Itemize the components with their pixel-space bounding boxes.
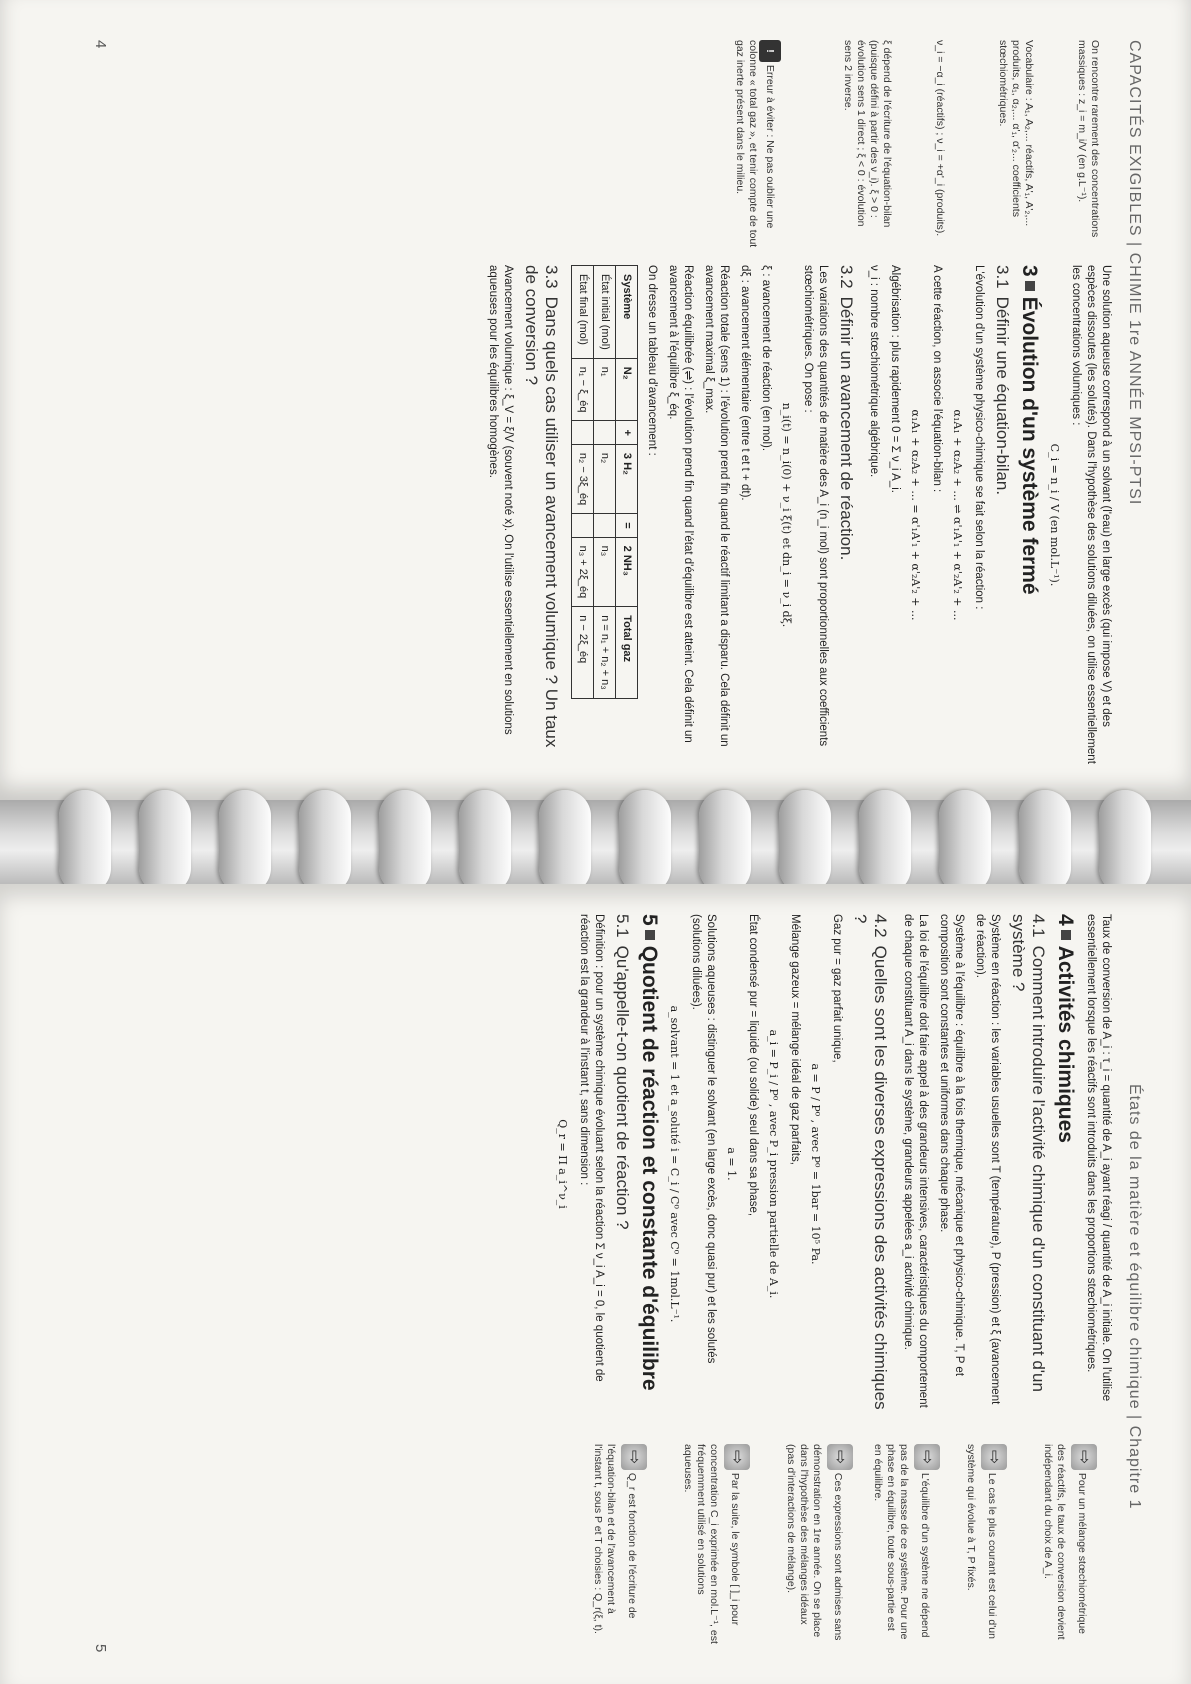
binding-coil xyxy=(219,790,271,894)
binding-coil xyxy=(459,790,511,894)
arrow-right-icon: ⇨ xyxy=(981,1444,1007,1470)
paragraph: Algébrisation : plus rapidement 0 = Σ ν_i A_i. xyxy=(889,265,901,493)
margin-note xyxy=(1041,1444,1101,1644)
subsection-4-2-heading xyxy=(850,914,890,1414)
arrow-right-icon: ⇨ xyxy=(914,1444,940,1470)
subsection-title: Définir une équation-bilan. xyxy=(993,296,1012,496)
binding-coil xyxy=(1019,790,1071,894)
table-cell: + xyxy=(616,421,638,444)
paragraph: Réaction équilibrée (⇌) : l'évolution prend fin quand l'état d'équilibre est atteint. Cela définit un avancement à l'équilibre ξ_éq. xyxy=(667,265,694,743)
left-page-header: CAPACITÉS EXIGIBLES | CHIMIE 1re ANNÉE MPSI-PTSI xyxy=(1126,40,1143,506)
margin-note-text: Q_r est fonction de l'écriture de l'équation-bilan et de l'avancement à l'instant t, sous P et T choisies : Q_r(ξ, t). xyxy=(592,1444,638,1634)
table-cell xyxy=(594,421,616,444)
spiral-binding xyxy=(0,800,1191,884)
margin-note xyxy=(681,1444,754,1644)
margin-note xyxy=(964,1444,1011,1644)
paragraph: A cette réaction, on associe l'équation-bilan : xyxy=(931,265,943,493)
table-cell: = xyxy=(616,514,638,537)
binding-coil xyxy=(859,790,911,894)
table-cell: n₂ − 3ξ_éq xyxy=(572,444,594,513)
table-cell xyxy=(572,421,594,444)
subsection-5-1-heading xyxy=(612,914,632,1414)
margin-note-text: Erreur à éviter : Ne pas oublier une colonne « total gaz », et tenir compte de tout gaz inerte présent dans le milieu. xyxy=(734,40,776,248)
square-bullet-icon xyxy=(645,930,655,940)
subsection-3-1-heading xyxy=(992,265,1012,765)
paragraph: dξ : avancement élémentaire (entre t et t + dt). xyxy=(739,265,751,501)
table-cell: n = n₁ + n₂ + n₃ xyxy=(594,607,616,699)
equation: a_solvant = 1 et a_soluté i = C_i / C⁰ avec C⁰ = 1mol.L⁻¹. xyxy=(668,1005,681,1323)
binding-coil xyxy=(939,790,991,894)
subsection-number: 4.2 xyxy=(871,914,890,938)
margin-note-text: Pour un mélange stœchiométrique des réactifs, le taux de conversion devient indépendant du choix de A_i. xyxy=(1042,1444,1088,1640)
arrow-right-icon: ⇨ xyxy=(621,1444,647,1470)
margin-note-text: Le cas le plus courant est celui d'un système qui évolue à T, P fixés. xyxy=(965,1444,998,1639)
margin-note-text: Ces expressions sont admises sans démonstration en 1re année. On se place dans l'hypothèse des mélanges idéaux (pas d'interactions de mélange). xyxy=(785,1444,844,1641)
margin-note xyxy=(933,40,946,250)
subsection-title: Quelles sont les diverses expressions des activités chimiques ? xyxy=(851,914,890,1410)
margin-note xyxy=(591,1444,651,1644)
section-title: Activités chimiques xyxy=(1054,945,1077,1143)
binding-coil xyxy=(299,790,351,894)
table-cell: N₂ xyxy=(616,358,638,421)
margin-note-text: ν_i = −α_i (réactifs) ; ν_i = +α'_i (produits). xyxy=(934,40,946,237)
right-page-number: 5 xyxy=(92,1644,109,1653)
section-number: 5 xyxy=(638,914,661,926)
margin-note xyxy=(1075,40,1101,250)
table-cell: n − 2ξ_éq xyxy=(572,607,594,699)
equation: α₁A₁ + α₂A₂ + ... = α'₁A'₁ + α'₂A'₂ + ... xyxy=(909,409,922,621)
intro-equation: C_i = n_i / V (en mol.L⁻¹). xyxy=(1048,443,1061,587)
table-cell: 3 H₂ xyxy=(616,444,638,513)
margin-note-text: On rencontre rarement des concentrations massiques : z_i = m_i/V (en g.L⁻¹). xyxy=(1076,40,1101,238)
binding-coil xyxy=(379,790,431,894)
section-number: 4 xyxy=(1054,914,1077,926)
paragraph: Solutions aqueuses : distinguer le solvant (en large excès, donc quasi pur) et les solutés (solutions diluées). xyxy=(690,914,717,1364)
margin-note-text: ξ dépend de l'écriture de l'équation-bilan (puisque défini à partir des ν_i). ξ > 0 : évolution sens 1 direct ; ξ < 0 : évolution sens 2 inverse. xyxy=(842,40,893,228)
table-cell: n₃ + 2ξ_éq xyxy=(572,537,594,607)
paragraph: État condensé pur = liquide (ou solide) seul dans sa phase, xyxy=(747,914,759,1217)
binding-coil xyxy=(539,790,591,894)
section-title: Évolution d'un système fermé xyxy=(1018,296,1041,595)
left-page xyxy=(0,0,1191,800)
square-bullet-icon xyxy=(1061,930,1071,940)
table-row xyxy=(594,266,616,699)
table-row xyxy=(572,266,594,699)
left-margin-notes xyxy=(719,40,1101,250)
equation: a_i = P_i / P⁰ , avec P_i pression partielle de A_i. xyxy=(767,1029,780,1299)
margin-note xyxy=(871,1444,944,1644)
section-number: 3 xyxy=(1018,265,1041,277)
intro-paragraph xyxy=(1068,265,1113,765)
paragraph: On dresse un tableau d'avancement : xyxy=(646,265,658,456)
section-5-heading xyxy=(638,914,661,1414)
binding-coil xyxy=(1099,790,1151,894)
arrow-right-icon: ⇨ xyxy=(827,1444,853,1470)
margin-note-text: Par la suite, le symbole [ ]_i pour concentration C_i exprimée en mol.L⁻¹, est fréquemment utilisé en solutions aqueuses. xyxy=(682,1444,741,1644)
section-4-heading xyxy=(1054,914,1077,1414)
table-cell xyxy=(572,514,594,537)
left-page-number: 4 xyxy=(92,40,109,49)
paragraph: ξ : avancement de réaction (en mol). xyxy=(760,265,772,452)
binding-coil xyxy=(779,790,831,894)
equation: a = 1. xyxy=(725,1147,738,1181)
paragraph: Système en réaction : les variables usuelles sont T (température), P (pression) et ξ (avancement de réaction). xyxy=(974,914,1001,1405)
paragraph: Système à l'équilibre : équilibre à la fois thermique, mécanique et physico-chimique. T, P et composition sont constantes et uniformes dans chaque phase. xyxy=(938,914,965,1377)
right-main-column xyxy=(549,914,1113,1414)
equation: Q_r = Π a_i^ν_i xyxy=(556,1119,569,1209)
paragraph: Taux de conversion de A_i : τ_i = quantité de A_i ayant réagi / quantité de A_i initiale. On l'utilise essentiellement lorsque les réactifs sont introduits dans les proportions stœchiométriques. xyxy=(1085,914,1112,1402)
table-cell: Total gaz xyxy=(616,607,638,699)
paragraph: Mélange gazeux = mélange idéal de gaz parfaits, xyxy=(789,914,801,1165)
binding-coil xyxy=(139,790,191,894)
subsection-4-1-heading xyxy=(1008,914,1048,1414)
paragraph: ν_i : nombre stœchiométrique algébrique. xyxy=(868,265,880,478)
right-page-header: États de la matière et équilibre chimique | Chapitre 1 xyxy=(1126,1084,1143,1510)
paragraph: La loi de l'équilibre doit faire appel à des grandeurs intensives, caractéristiques du comportement de chaque constituant A_i dans le système, grandeurs appelées a_i activité chimique. xyxy=(902,914,929,1408)
subsection-title: Comment introduire l'activité chimique d'un constituant d'un système ? xyxy=(1009,914,1048,1392)
subsection-number: 3.3 xyxy=(542,265,561,289)
left-main-column xyxy=(479,265,1113,765)
equation: a = P / P⁰ , avec P⁰ = 1bar = 10⁵ Pa. xyxy=(809,1063,822,1265)
paragraph: L'évolution d'un système physico-chimique se fait selon la réaction : xyxy=(973,265,985,610)
table-cell: n₁ − ξ_éq xyxy=(572,358,594,421)
subsection-3-2-heading xyxy=(836,265,856,765)
warning-icon: ! xyxy=(759,40,781,62)
table-cell xyxy=(594,514,616,537)
section-3-heading xyxy=(1018,265,1041,765)
square-bullet-icon xyxy=(1025,281,1035,291)
subsection-number: 4.1 xyxy=(1029,914,1048,938)
subsection-number: 3.1 xyxy=(993,265,1012,289)
margin-note-text: L'équilibre d'un système ne dépend pas de la masse de ce système. Pour une phase en équilibre, toute sous-partie est en équilibre. xyxy=(872,1444,931,1640)
table-cell: n₃ xyxy=(594,537,616,607)
subsection-3-3-heading xyxy=(521,265,561,765)
binding-coil xyxy=(619,790,671,894)
table-cell: État final (mol) xyxy=(572,266,594,359)
margin-note xyxy=(996,40,1035,250)
paragraph: Avancement volumique : ξ_V = ξ/V (souvent noté x). On l'utilise essentiellement en solutions aqueuses pour les équilibres homogènes. xyxy=(487,265,514,735)
advancement-table xyxy=(571,265,638,699)
table-cell: Système xyxy=(616,266,638,359)
margin-note-warning xyxy=(733,40,781,250)
arrow-right-icon: ⇨ xyxy=(724,1444,750,1470)
table-cell: État initial (mol) xyxy=(594,266,616,359)
binding-coil xyxy=(699,790,751,894)
right-page xyxy=(0,884,1191,1684)
arrow-right-icon: ⇨ xyxy=(1071,1444,1097,1470)
margin-note xyxy=(841,40,893,250)
intro-text: Une solution aqueuse correspond à un solvant (l'eau) en large excès (qui impose V) et des espèces dissoutes (les solutés). Dans l'hypothèse des solutions diluées, on utilise essentiellement les concentrations volumiques : xyxy=(1070,265,1112,764)
subsection-title: Qu'appelle-t-on quotient de réaction ? xyxy=(613,945,632,1230)
paragraph: Les variations des quantités de matière des A_i (n_i mol) sont proportionnelles aux coefficients stœchiométriques. On pose : xyxy=(802,265,829,747)
table-row xyxy=(616,266,638,699)
subsection-title: Dans quels cas utiliser un avancement volumique ? Un taux de conversion ? xyxy=(522,265,561,748)
paragraph: Réaction totale (sens 1) : l'évolution prend fin quand le réactif limitant a disparu. Cela définit un avancement maximal ξ_max. xyxy=(703,265,730,747)
table-cell: n₂ xyxy=(594,444,616,513)
subsection-number: 5.1 xyxy=(613,914,632,938)
right-margin-notes xyxy=(577,1444,1101,1644)
paragraph: Gaz pur = gaz parfait unique, xyxy=(831,914,843,1063)
table-cell: n₁ xyxy=(594,358,616,421)
binding-coil xyxy=(59,790,111,894)
margin-note-text: Vocabulaire : A₁, A₂,... réactifs, A'₁, A'₂,... produits, α₁, α₂,... α'₁, α'₂... coefficients stœchiométriques. xyxy=(997,40,1035,227)
section-title: Quotient de réaction et constante d'équilibre xyxy=(638,945,661,1391)
margin-note xyxy=(784,1444,857,1644)
table-cell: 2 NH₃ xyxy=(616,537,638,607)
equation: n_i(t) = n_i(0) + ν_i ξ(t) et dn_i = ν_i dξ. xyxy=(780,402,793,628)
subsection-title: Définir un avancement de réaction. xyxy=(837,296,856,561)
paragraph: Définition : pour un système chimique évoluant selon la réaction Σ ν_i A_i = 0, le quotient de réaction est la grandeur à l'instant t, sans dimension : xyxy=(578,914,605,1382)
subsection-number: 3.2 xyxy=(837,265,856,289)
equation: α₁A₁ + α₂A₂ + ... ⇌ α'₁A'₁ + α'₂A'₂ + ... xyxy=(951,409,964,621)
